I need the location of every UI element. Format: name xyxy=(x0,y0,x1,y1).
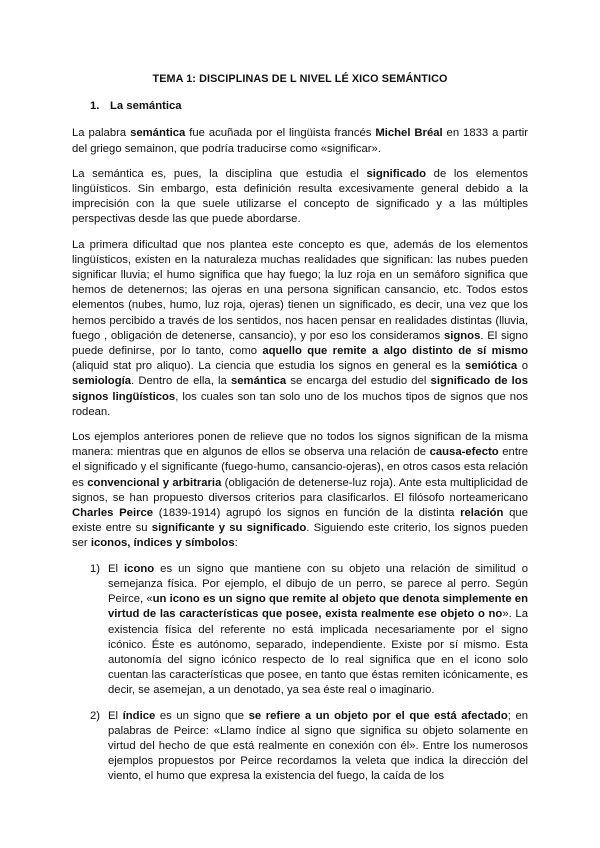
index-definition: se refiere a un objeto por el que está afectado xyxy=(248,709,508,722)
paragraph-origin: La palabra semántica fue acuñada por el lingüista francés Michel Bréal en 1833 a partir del griego semainon, que podría traducirse como «significar». xyxy=(72,127,528,155)
term-signos: signos xyxy=(443,329,481,342)
paragraph-definition: La semántica es, pues, la disciplina que estudia el significado de los elementos lingüísticos. Sin embargo, esta definición resulta excesivamente general debido a la imprecisión con la que suele utilizarse el concepto de significado y a las múltiples perspectivas desde las que puede abordarse. xyxy=(72,167,528,226)
name-charles-peirce: Charles Peirce xyxy=(72,507,154,520)
term-indice: índice xyxy=(122,709,156,722)
term-significante-significado: significante y su significado xyxy=(151,522,307,535)
paragraph-signs: La primera dificultad que nos plantea este concepto es que, además de los elementos lingüísticos, existen en la naturaleza muchas realidades que significan: las nubes pueden significar lluvia; el humo significa que hay fuego; la luz roja en un semáforo significa que hemos de detenernos; las ojeras en una persona significan cansancio, etc. Todos estos elementos (nubes, humo, luz roja, ojeras) tienen un significado, es decir, una vez que los hemos percibido a través de los sentidos, nos hacen pensar en realidades distintas (lluvia, fuego , obligación de detenerse, cansancio), y por eso los consideramos signos. El signo puede definirse, por lo tanto, como aquello que remite a algo distinto de sí mismo (aliquid stat pro aliquo). La ciencia que estudia los signos en general es la semiótica o semiología. Dentro de ella, la semántica se encarga del estudio del significado de los signos lingüísticos, los cuales son tan solo uno de los muchos tipos de signos que nos rodean. xyxy=(72,238,529,418)
sign-types-list xyxy=(72,562,528,785)
sign-definition: aquello que remite a algo distinto de sí mismo xyxy=(262,345,528,358)
document-title: TEMA 1: DISCIPLINAS DE L NIVEL LÉ XICO SEMÁNTICO xyxy=(152,73,448,85)
list-marker: 1) xyxy=(90,562,101,575)
peirce-icon-quote: un icono es un signo que remite al objeto que denota simplemente en virtud de las características que posee, exista realmente ese objeto o no xyxy=(108,593,528,621)
list-marker: 2) xyxy=(90,709,101,722)
term-causa-efecto: causa-efecto xyxy=(429,446,499,459)
section-number: 1. xyxy=(90,100,100,113)
term-iconos-indices-simbolos: iconos, índices y símbolos xyxy=(90,537,235,550)
term-relacion: relación xyxy=(460,507,504,520)
term-semantica: semántica xyxy=(130,127,186,140)
term-convencional: convencional y arbitraria xyxy=(87,476,222,489)
term-significado-signos: significado de los signos lingüísticos xyxy=(72,375,528,403)
paragraph-peirce: Los ejemplos anteriores ponen de relieve que no todos los signos significan de la misma manera: mientras que en algunos de ellos se observa una relación de causa-efecto entre el significado y el significante (fuego-humo, cansancio-ojeras), en otros casos esta relación es convencional y arbitraria (obligación de detenerse-luz roja). Ante esta multiplicidad de signos, se han propuesto diversos criterios para clasificarlos. El filósofo norteamericano Charles Peirce (1839-1914) agrupó los signos en función de la distinta relación que existe entre su significante y su significado. Siguiendo este criterio, los signos pueden ser iconos, índices y símbolos: xyxy=(72,431,528,550)
term-significado: significado xyxy=(366,167,427,180)
list-item-icono: 1) El icono es un signo que mantiene con su objeto una relación de similitud o semejanza física. Por ejemplo, el dibujo de un perro, se parece al perro. Según Peirce, «un icono es un signo que remite al objeto que denota simplemente en virtud de las características que posee, exista realmente ese objeto o no». La existencia física del referente no está implicada necesariamente por el signo icónico. Éste es autónomo, separado, independiente. Existe por sí mismo. Esta autonomía del signo icónico respecto de lo real significa que en el icono solo cuentan las características que posee, en tanto que éstas remiten icónicamente, es decir, se asemejan, a un denotado, ya sea éste real o imaginario. xyxy=(90,562,528,697)
section-heading xyxy=(90,99,528,114)
list-item-indice: 2) El índice es un signo que se refiere a un objeto por el que está afectado; en palabras de Peirce: «Llamo índice al signo que significa su objeto solamente en virtud del hecho de que está realmente en conexión con él». Entre los numerosos ejemplos propuestos por Peirce recordamos la veleta que indica la dirección del viento, el humo que expresa la existencia del fuego, la caída de los xyxy=(90,709,529,783)
section-label: La semántica xyxy=(110,100,182,113)
term-semiotica: semiótica xyxy=(465,360,518,373)
term-icono: icono xyxy=(124,562,155,575)
term-semiologia: semiología xyxy=(72,375,132,388)
name-michel-breal: Michel Bréal xyxy=(375,127,443,140)
term-semantica-2: semántica xyxy=(230,375,287,388)
